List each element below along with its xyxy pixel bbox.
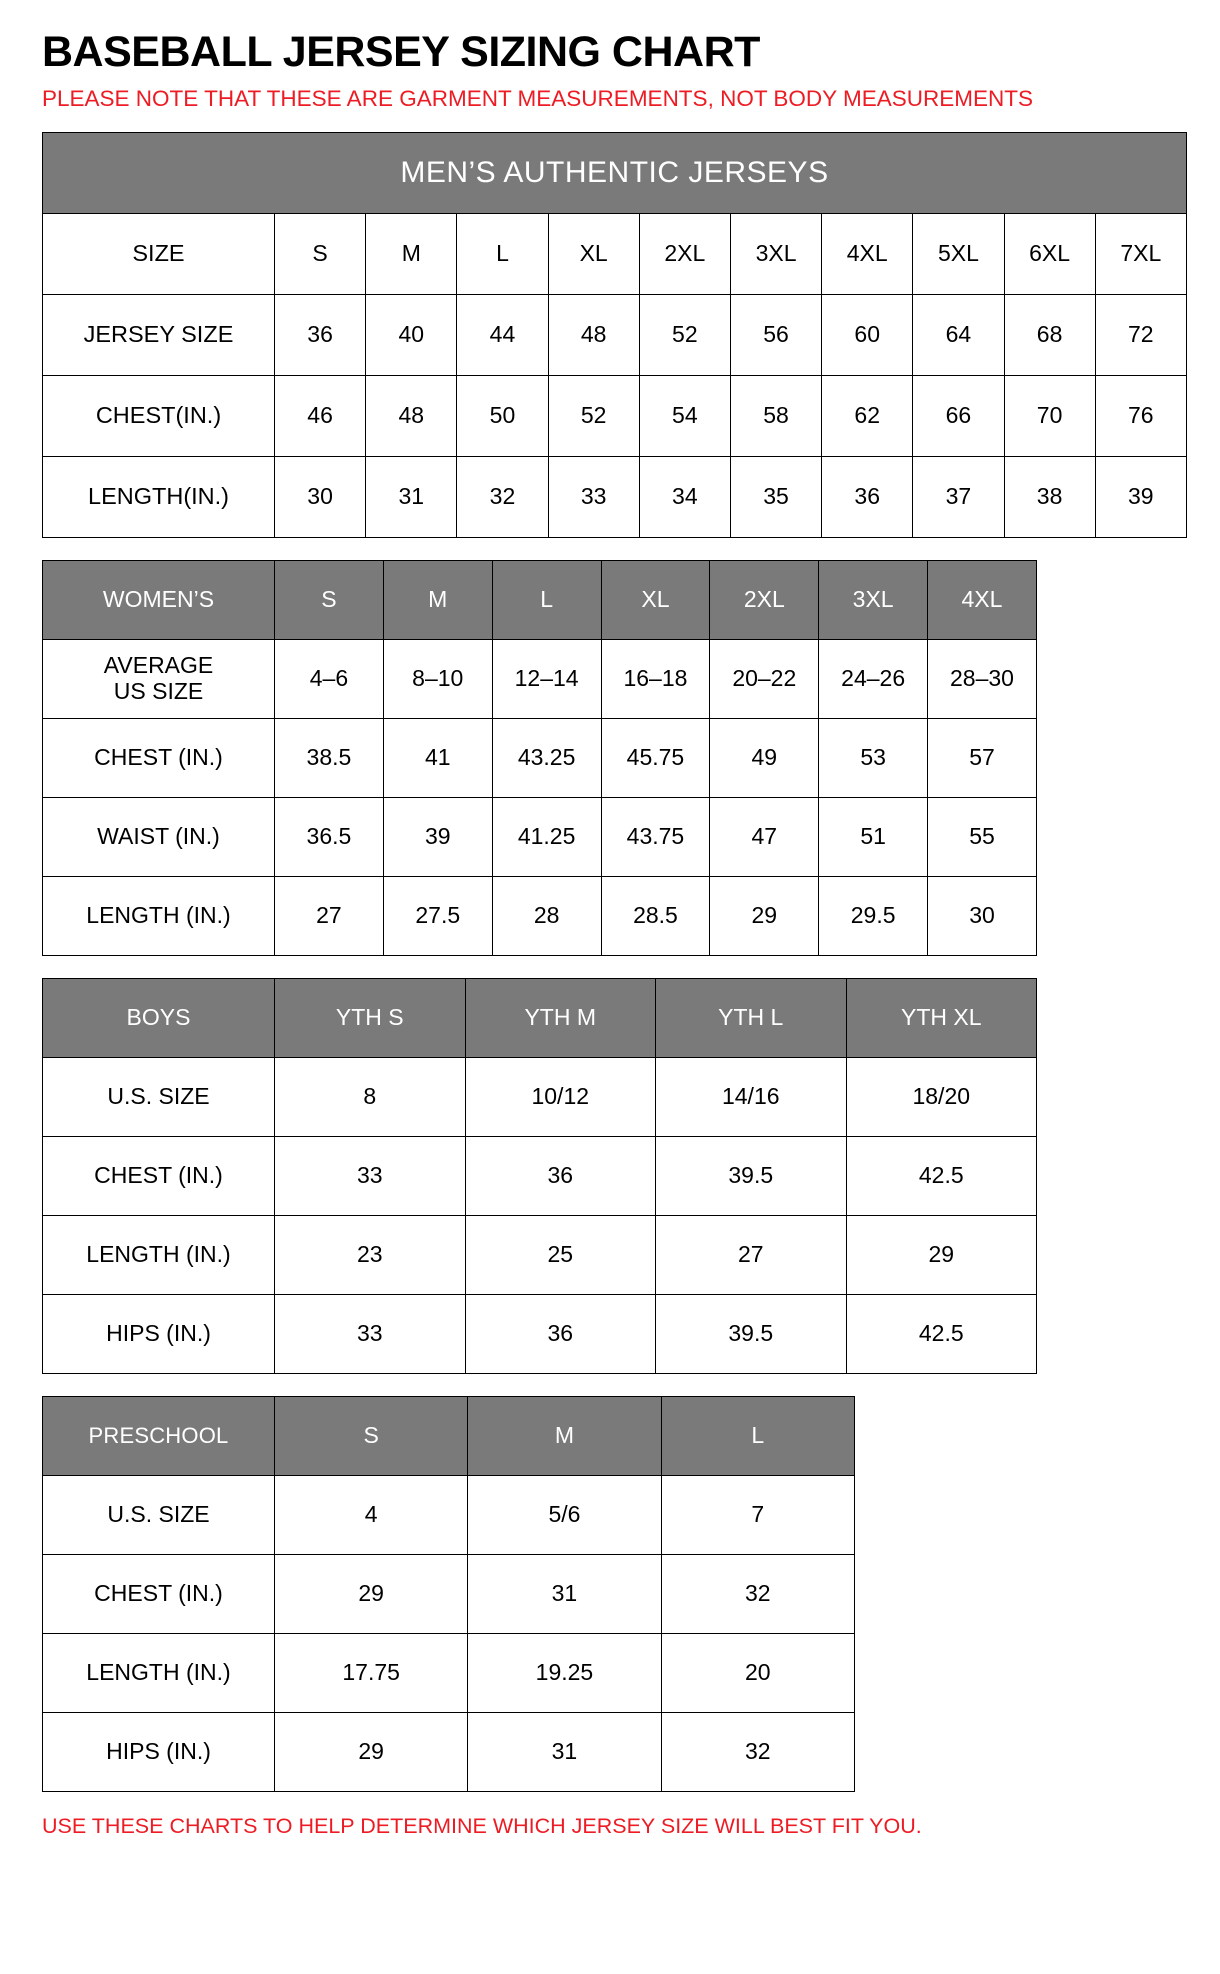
table-cell: 29: [710, 876, 819, 955]
table-cell: 14/16: [656, 1057, 847, 1136]
row-label: U.S. SIZE: [43, 1057, 275, 1136]
table-cell: 36: [465, 1294, 656, 1373]
table-row: [43, 213, 1187, 294]
table-cell: 24–26: [819, 639, 928, 718]
table-row: [43, 560, 1037, 639]
table-cell: 18/20: [846, 1057, 1037, 1136]
boys-header-label: BOYS: [43, 978, 275, 1057]
table-cell: 19.25: [468, 1633, 661, 1712]
row-label: HIPS (IN.): [43, 1294, 275, 1373]
womens-sizing-table: [42, 560, 1037, 956]
table-cell: 10/12: [465, 1057, 656, 1136]
table-cell: 8: [275, 1057, 466, 1136]
boys-sizing-table: [42, 978, 1037, 1374]
table-row: [43, 456, 1187, 537]
table-cell: 20–22: [710, 639, 819, 718]
column-header: L: [457, 213, 548, 294]
table-cell: 41.25: [492, 797, 601, 876]
row-label: HIPS (IN.): [43, 1712, 275, 1791]
mens-banner: MEN’S AUTHENTIC JERSEYS: [43, 132, 1187, 213]
row-label: LENGTH(IN.): [43, 456, 275, 537]
table-row: [43, 718, 1037, 797]
table-cell: 28.5: [601, 876, 710, 955]
table-row: [43, 639, 1037, 718]
table-cell: 29: [846, 1215, 1037, 1294]
table-cell: 7: [661, 1475, 854, 1554]
table-cell: 32: [661, 1554, 854, 1633]
preschool-sizing-table: [42, 1396, 855, 1792]
mens-sizing-table: [42, 132, 1187, 538]
table-cell: 57: [928, 718, 1037, 797]
table-cell: 43.25: [492, 718, 601, 797]
column-header: S: [275, 1396, 468, 1475]
table-cell: 58: [730, 375, 821, 456]
table-cell: 32: [457, 456, 548, 537]
column-header: XL: [601, 560, 710, 639]
table-cell: 8–10: [383, 639, 492, 718]
table-cell: 40: [366, 294, 457, 375]
table-cell: 42.5: [846, 1136, 1037, 1215]
column-header: M: [468, 1396, 661, 1475]
footer-note: USE THESE CHARTS TO HELP DETERMINE WHICH JERSEY SIZE WILL BEST FIT YOU.: [42, 1813, 922, 1838]
table-cell: 45.75: [601, 718, 710, 797]
table-row: [43, 797, 1037, 876]
table-cell: 70: [1004, 375, 1095, 456]
row-label: [43, 639, 275, 718]
row-label-line2: US SIZE: [113, 677, 204, 704]
column-header: 6XL: [1004, 213, 1095, 294]
womens-header-label: WOMEN’S: [43, 560, 275, 639]
table-cell: 48: [548, 294, 639, 375]
row-label: LENGTH (IN.): [43, 1633, 275, 1712]
table-cell: 35: [730, 456, 821, 537]
table-cell: 31: [468, 1712, 661, 1791]
table-cell: 36: [822, 456, 913, 537]
row-label: CHEST(IN.): [43, 375, 275, 456]
table-cell: 30: [928, 876, 1037, 955]
table-row: [43, 1294, 1037, 1373]
table-cell: 60: [822, 294, 913, 375]
table-row: [43, 132, 1187, 213]
table-cell: 12–14: [492, 639, 601, 718]
table-cell: 34: [639, 456, 730, 537]
preschool-header-label: PRESCHOOL: [43, 1396, 275, 1475]
table-cell: 44: [457, 294, 548, 375]
table-cell: 31: [468, 1554, 661, 1633]
table-cell: 4: [275, 1475, 468, 1554]
table-cell: 20: [661, 1633, 854, 1712]
table-cell: 37: [913, 456, 1004, 537]
table-cell: 29.5: [819, 876, 928, 955]
table-cell: 64: [913, 294, 1004, 375]
table-cell: 51: [819, 797, 928, 876]
table-cell: 29: [275, 1712, 468, 1791]
column-header: 7XL: [1095, 213, 1186, 294]
row-label: LENGTH (IN.): [43, 876, 275, 955]
table-cell: 38: [1004, 456, 1095, 537]
table-cell: 39.5: [656, 1294, 847, 1373]
table-cell: 62: [822, 375, 913, 456]
table-row: [43, 978, 1037, 1057]
table-cell: 33: [548, 456, 639, 537]
table-cell: 38.5: [275, 718, 384, 797]
table-cell: 32: [661, 1712, 854, 1791]
column-header: 2XL: [710, 560, 819, 639]
table-cell: 23: [275, 1215, 466, 1294]
table-row: [43, 1057, 1037, 1136]
table-cell: 54: [639, 375, 730, 456]
row-label: CHEST (IN.): [43, 718, 275, 797]
table-cell: 50: [457, 375, 548, 456]
table-cell: 39: [383, 797, 492, 876]
table-row: [43, 876, 1037, 955]
column-header: YTH XL: [846, 978, 1037, 1057]
table-row: [43, 1633, 855, 1712]
column-header: YTH L: [656, 978, 847, 1057]
table-cell: 52: [639, 294, 730, 375]
table-cell: 48: [366, 375, 457, 456]
table-cell: 49: [710, 718, 819, 797]
table-row: [43, 1396, 855, 1475]
measurement-note: PLEASE NOTE THAT THESE ARE GARMENT MEASUREMENTS, NOT BODY MEASUREMENTS: [42, 86, 1034, 112]
page-title: BASEBALL JERSEY SIZING CHART: [42, 28, 760, 76]
table-cell: 27: [656, 1215, 847, 1294]
column-header: S: [275, 560, 384, 639]
table-cell: 55: [928, 797, 1037, 876]
column-header: M: [383, 560, 492, 639]
table-row: [43, 1554, 855, 1633]
table-cell: 53: [819, 718, 928, 797]
table-cell: 46: [275, 375, 366, 456]
table-cell: 16–18: [601, 639, 710, 718]
column-header: 2XL: [639, 213, 730, 294]
table-cell: 72: [1095, 294, 1186, 375]
column-header: 4XL: [928, 560, 1037, 639]
table-cell: 28: [492, 876, 601, 955]
table-cell: 68: [1004, 294, 1095, 375]
column-header: 5XL: [913, 213, 1004, 294]
column-header: M: [366, 213, 457, 294]
table-cell: 27: [275, 876, 384, 955]
table-row: [43, 1136, 1037, 1215]
table-row: [43, 1712, 855, 1791]
row-label: CHEST (IN.): [43, 1554, 275, 1633]
table-cell: 31: [366, 456, 457, 537]
table-row: [43, 1475, 855, 1554]
table-row: [43, 1215, 1037, 1294]
column-header: L: [492, 560, 601, 639]
table-cell: 56: [730, 294, 821, 375]
row-label: WAIST (IN.): [43, 797, 275, 876]
column-header: 3XL: [819, 560, 928, 639]
table-cell: 17.75: [275, 1633, 468, 1712]
column-header: L: [661, 1396, 854, 1475]
table-cell: 41: [383, 718, 492, 797]
table-cell: 42.5: [846, 1294, 1037, 1373]
column-header: YTH S: [275, 978, 466, 1057]
table-cell: 39.5: [656, 1136, 847, 1215]
column-header: 4XL: [822, 213, 913, 294]
row-label: SIZE: [43, 213, 275, 294]
table-cell: 33: [275, 1294, 466, 1373]
table-cell: 30: [275, 456, 366, 537]
table-row: [43, 294, 1187, 375]
column-header: YTH M: [465, 978, 656, 1057]
table-cell: 27.5: [383, 876, 492, 955]
row-label: LENGTH (IN.): [43, 1215, 275, 1294]
table-cell: 33: [275, 1136, 466, 1215]
table-cell: 25: [465, 1215, 656, 1294]
row-label: U.S. SIZE: [43, 1475, 275, 1554]
table-cell: 47: [710, 797, 819, 876]
table-cell: 4–6: [275, 639, 384, 718]
table-cell: 43.75: [601, 797, 710, 876]
table-cell: 36: [465, 1136, 656, 1215]
table-cell: 36.5: [275, 797, 384, 876]
row-label-line1: AVERAGE: [103, 652, 214, 679]
table-cell: 28–30: [928, 639, 1037, 718]
row-label: JERSEY SIZE: [43, 294, 275, 375]
table-row: [43, 375, 1187, 456]
table-cell: 29: [275, 1554, 468, 1633]
table-cell: 52: [548, 375, 639, 456]
table-cell: 76: [1095, 375, 1186, 456]
table-cell: 36: [275, 294, 366, 375]
row-label: CHEST (IN.): [43, 1136, 275, 1215]
column-header: S: [275, 213, 366, 294]
table-cell: 66: [913, 375, 1004, 456]
table-cell: 39: [1095, 456, 1186, 537]
table-cell: 5/6: [468, 1475, 661, 1554]
column-header: 3XL: [730, 213, 821, 294]
column-header: XL: [548, 213, 639, 294]
